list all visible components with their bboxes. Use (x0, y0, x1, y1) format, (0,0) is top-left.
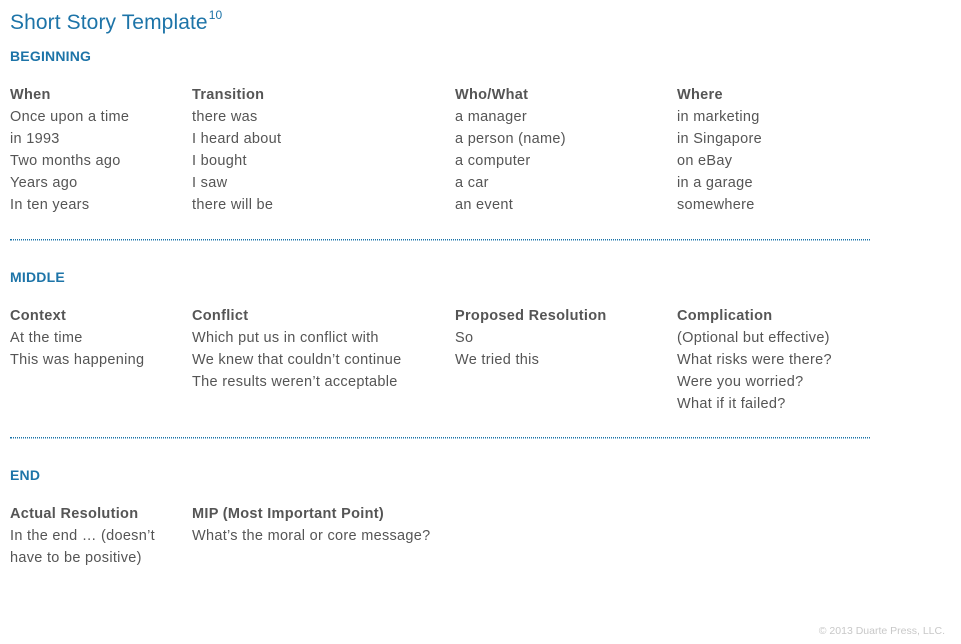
column-line: on eBay (677, 153, 733, 169)
section-heading-beginning: BEGINNING (10, 48, 92, 64)
column-line: a person (name) (455, 131, 566, 147)
column-line: At the time (10, 330, 83, 346)
column-header: Context (10, 308, 67, 324)
column-line: I bought (192, 153, 247, 169)
column-line: have to be positive) (10, 550, 142, 566)
column-line: So (455, 330, 474, 346)
column-line: We tried this (455, 352, 540, 368)
column-mip (192, 503, 431, 547)
column-line: What if it failed? (677, 396, 786, 412)
column-line: an event (455, 197, 514, 213)
column-line: in 1993 (10, 131, 60, 147)
column-header: Who/What (455, 87, 529, 103)
footnote-marker: 10 (208, 8, 223, 22)
column-line: in a garage (677, 175, 753, 191)
page-title (10, 10, 222, 35)
section-heading-end: END (10, 467, 41, 483)
column-header: Complication (677, 308, 773, 324)
column-line: Two months ago (10, 153, 121, 169)
column-where (677, 84, 762, 216)
column-line: somewhere (677, 197, 755, 213)
column-line: in marketing (677, 109, 760, 125)
column-line: In ten years (10, 197, 90, 213)
copyright-footer: © 2013 Duarte Press, LLC. (818, 625, 945, 637)
column-line: In the end … (doesn’t (10, 528, 155, 544)
column-line: (Optional but effective) (677, 330, 830, 346)
column-header: Where (677, 87, 723, 103)
column-line: there was (192, 109, 258, 125)
column-line: We knew that couldn’t continue (192, 352, 402, 368)
column-when (10, 84, 129, 216)
column-proposed-resolution (455, 305, 607, 371)
section-divider (10, 239, 870, 241)
column-who-what (455, 84, 566, 216)
section-heading-middle: MIDDLE (10, 269, 65, 285)
column-line: a manager (455, 109, 528, 125)
section-divider (10, 437, 870, 439)
column-header: Conflict (192, 308, 249, 324)
column-complication (677, 305, 832, 415)
column-header: When (10, 87, 51, 103)
column-line: in Singapore (677, 131, 763, 147)
column-line: Once upon a time (10, 109, 130, 125)
column-line: I saw (192, 175, 228, 191)
column-header: Transition (192, 87, 265, 103)
column-line: a car (455, 175, 489, 191)
column-line: This was happening (10, 352, 145, 368)
column-line: The results weren’t acceptable (192, 374, 398, 390)
column-line: Were you worried? (677, 374, 804, 390)
column-line: Which put us in conflict with (192, 330, 379, 346)
column-header: Proposed Resolution (455, 308, 607, 324)
column-line: Years ago (10, 175, 78, 191)
column-header: Actual Resolution (10, 506, 139, 522)
column-line: What’s the moral or core message? (192, 528, 431, 544)
column-line: there will be (192, 197, 274, 213)
column-conflict (192, 305, 401, 393)
column-transition (192, 84, 281, 216)
column-actual-resolution (10, 503, 155, 569)
column-header: MIP (Most Important Point) (192, 506, 384, 522)
column-context (10, 305, 144, 371)
page-title-text: Short Story Template (10, 11, 208, 34)
column-line: a computer (455, 153, 531, 169)
column-line: What risks were there? (677, 352, 832, 368)
column-line: I heard about (192, 131, 282, 147)
